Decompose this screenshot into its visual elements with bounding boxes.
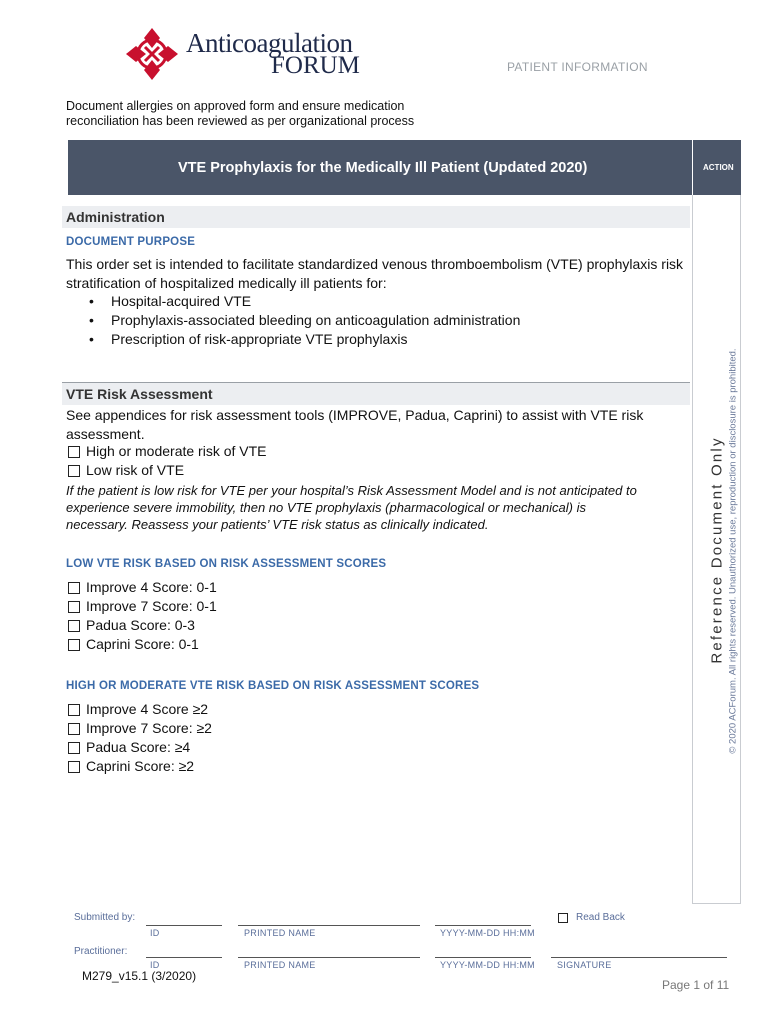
intro-line1: Document allergies on approved form and ensure medication [66, 99, 405, 113]
checkbox-label: Improve 7 Score: ≥2 [86, 720, 212, 736]
action-column-right-border [740, 195, 741, 903]
checkbox[interactable] [68, 723, 80, 735]
checkbox[interactable] [68, 742, 80, 754]
checkbox-label: Caprini Score: ≥2 [86, 758, 195, 774]
high-score-option[interactable] [68, 700, 212, 719]
action-column-left-border [692, 195, 693, 903]
vte-risk-assessment-heading: VTE Risk Assessment [62, 383, 690, 405]
checkbox-label: Padua Score: 0-3 [86, 617, 195, 633]
list-item: • Hospital-acquired VTE [66, 292, 520, 311]
submitted-by-label: Submitted by: [74, 912, 136, 923]
read-back-option[interactable] [558, 912, 625, 923]
submitted-name-line[interactable] [238, 925, 420, 926]
high-score-option[interactable] [68, 738, 212, 757]
practitioner-datetime-caption: YYYY-MM-DD HH:MM [440, 960, 535, 970]
practitioner-signature-caption: SIGNATURE [557, 960, 612, 970]
submitted-id-caption: ID [150, 928, 160, 938]
high-score-option[interactable] [68, 719, 212, 738]
submitted-id-line[interactable] [146, 925, 222, 926]
low-score-option[interactable] [68, 635, 217, 654]
checkbox[interactable] [68, 761, 80, 773]
practitioner-name-line[interactable] [238, 957, 420, 958]
page-number: Page 1 of 11 [662, 978, 730, 992]
risk-assessment-text [66, 406, 643, 444]
intro-text [66, 99, 414, 129]
action-label: ACTION [703, 163, 734, 172]
submitted-name-caption: PRINTED NAME [244, 928, 316, 938]
logo-line2: FORUM [271, 52, 360, 79]
low-risk-note [66, 482, 637, 533]
read-back-checkbox[interactable] [558, 913, 568, 923]
low-score-option[interactable] [68, 578, 217, 597]
high-risk-score-options [68, 700, 212, 776]
risk-text-line2: assessment. [66, 426, 145, 442]
high-score-option[interactable] [68, 757, 212, 776]
action-column-bottom-border [692, 903, 741, 904]
document-purpose-heading: DOCUMENT PURPOSE [66, 236, 196, 248]
list-item: • Prescription of risk-appropriate VTE prophylaxis [66, 330, 520, 349]
checkbox-label: Improve 7 Score: 0-1 [86, 598, 217, 614]
risk-text-line1: See appendices for risk assessment tools (IMPROVE, Padua, Caprini) to assist with VTE risk [66, 407, 644, 423]
copyright-notice: © 2020 ACForum. All rights reserved. Unauthorized use, reproduction or disclosure is prohibited. [727, 348, 739, 754]
form-code: M279_v15.1 (3/2020) [82, 969, 197, 983]
checkbox[interactable] [68, 446, 80, 458]
checkbox[interactable] [68, 465, 80, 477]
checkbox[interactable] [68, 601, 80, 613]
practitioner-name-caption: PRINTED NAME [244, 960, 316, 970]
practitioner-signature-line[interactable] [551, 957, 727, 958]
risk-option-high[interactable] [68, 442, 267, 461]
logo-mark-icon [124, 26, 180, 82]
checkbox-label: Improve 4 Score ≥2 [86, 701, 209, 717]
order-set-title: VTE Prophylaxis for the Medically Ill Patient (Updated 2020) [178, 160, 588, 176]
checkbox[interactable] [68, 582, 80, 594]
administration-heading: Administration [62, 206, 690, 228]
low-risk-score-options [68, 578, 217, 654]
logo-line1: Anticoagulation [186, 28, 353, 58]
note-line2: experience severe immobility, then no VTE prophylaxis (pharmacological or mechanical) is [66, 500, 586, 515]
high-risk-scores-heading: HIGH OR MODERATE VTE RISK BASED ON RISK ASSESSMENT SCORES [66, 680, 480, 692]
practitioner-label: Practitioner: [74, 946, 128, 957]
document-purpose-text [66, 255, 683, 293]
checkbox-label: Improve 4 Score: 0-1 [86, 579, 217, 595]
note-line1: If the patient is low risk for VTE per your hospital’s Risk Assessment Model and is not anticipated to [66, 483, 637, 498]
checkbox-label: Low risk of VTE [86, 462, 185, 478]
low-score-option[interactable] [68, 616, 217, 635]
checkbox[interactable] [68, 639, 80, 651]
low-score-option[interactable] [68, 597, 217, 616]
purpose-line2: stratification of hospitalized medically ill patients for: [66, 275, 387, 291]
checkbox[interactable] [68, 620, 80, 632]
reference-document-watermark: Reference Document Only [708, 436, 726, 664]
note-line3: necessary. Reassess your patients’ VTE risk status as clinically indicated. [66, 517, 489, 532]
risk-level-options [68, 442, 267, 480]
read-back-label: Read Back [576, 912, 625, 923]
logo [124, 26, 360, 82]
patient-information-label: PATIENT INFORMATION [507, 60, 648, 74]
intro-line2: reconciliation has been reviewed as per organizational process [66, 114, 415, 128]
practitioner-id-caption: ID [150, 960, 160, 970]
submitted-datetime-caption: YYYY-MM-DD HH:MM [440, 928, 535, 938]
submitted-datetime-line[interactable] [435, 925, 531, 926]
practitioner-id-line[interactable] [146, 957, 222, 958]
low-risk-scores-heading: LOW VTE RISK BASED ON RISK ASSESSMENT SCORES [66, 558, 387, 570]
checkbox[interactable] [68, 704, 80, 716]
checkbox-label: High or moderate risk of VTE [86, 443, 267, 459]
checkbox-label: Caprini Score: 0-1 [86, 636, 199, 652]
list-item: • Prophylaxis-associated bleeding on anticoagulation administration [66, 311, 520, 330]
risk-option-low[interactable] [68, 461, 267, 480]
purpose-bullet-list [66, 292, 520, 349]
checkbox-label: Padua Score: ≥4 [86, 739, 191, 755]
purpose-line1: This order set is intended to facilitate standardized venous thromboembolism (VTE) prophylaxis risk [66, 256, 684, 272]
practitioner-datetime-line[interactable] [435, 957, 531, 958]
